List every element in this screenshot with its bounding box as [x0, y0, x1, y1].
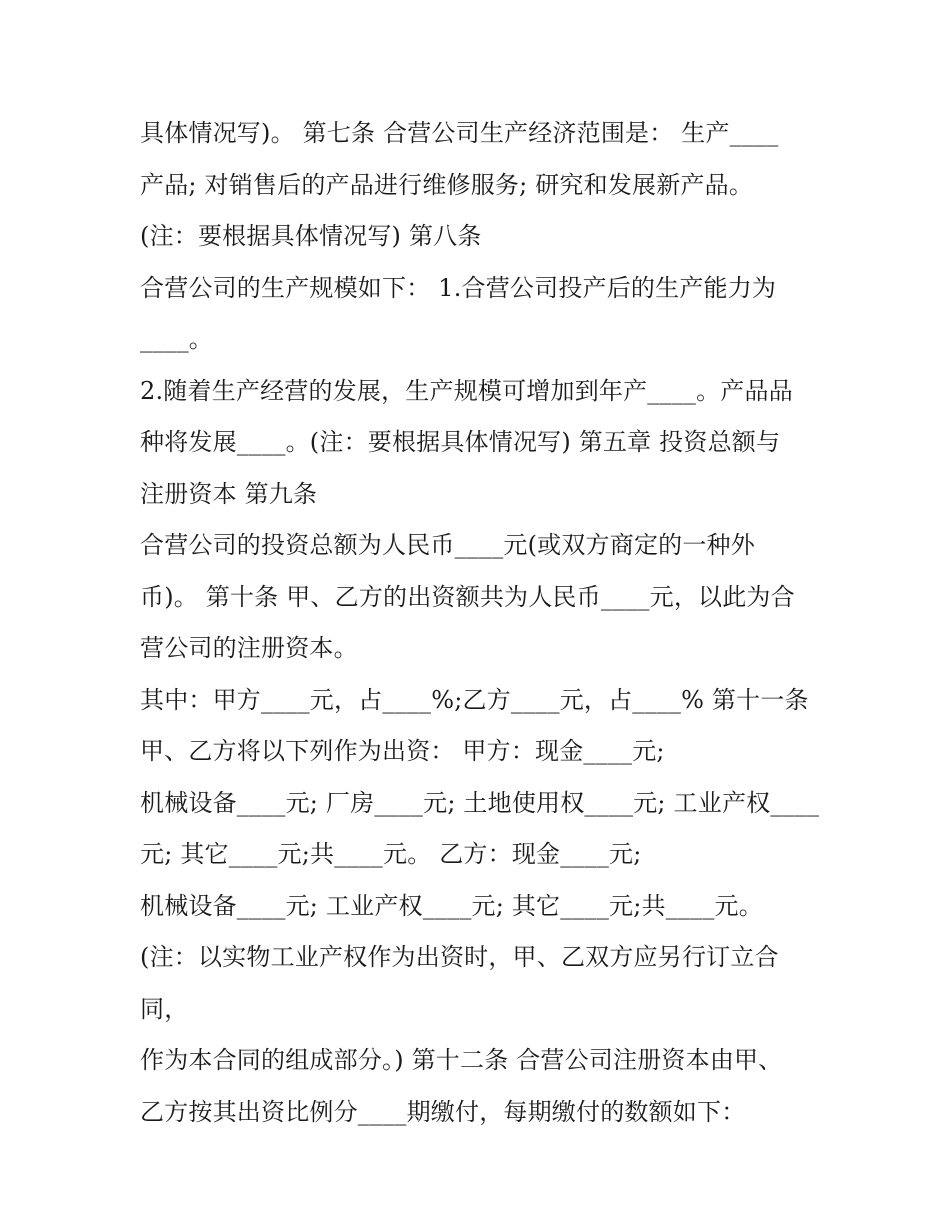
text-line: 合营公司的投资总额为人民币____元(或双方商定的一种外	[140, 531, 755, 559]
text-line: 具体情况写)。 第七条 合营公司生产经济范围是： 生产____	[140, 119, 779, 147]
text-line: 种将发展____。(注：要根据具体情况写) 第五章 投资总额与	[140, 428, 781, 456]
contract-text	[140, 108, 840, 1138]
text-line: 机械设备____元; 工业产权____元; 其它____元;共____元。	[140, 891, 763, 920]
text-line: 甲、乙方将以下列作为出资： 甲方：现金____元;	[140, 737, 665, 765]
text-line: 乙方按其出资比例分____期缴付，每期缴付的数额如下：	[140, 1097, 746, 1126]
text-line: 机械设备____元; 厂房____元; 土地使用权____元; 工业产权____	[140, 788, 820, 817]
text-line: 注册资本 第九条	[140, 479, 318, 508]
text-line: (注：以实物工业产权作为出资时，甲、乙双方应另行订立合	[140, 943, 779, 971]
text-line: ____。	[140, 325, 213, 353]
text-line: 作为本合同的组成部分。) 第十二条 合营公司注册资本由甲、	[140, 1046, 783, 1074]
text-line: (注：要根据具体情况写) 第八条	[140, 222, 482, 250]
text-line: 其中：甲方____元，占____%;乙方____元，占____% 第十一条	[140, 685, 809, 714]
text-line: 合营公司的生产规模如下： 1.合营公司投产后的生产能力为	[140, 273, 777, 302]
text-line: 同，	[140, 994, 189, 1023]
text-line: 元; 其它____元;共____元。 乙方：现金____元;	[140, 840, 642, 868]
text-line: 产品; 对销售后的产品进行维修服务; 研究和发展新产品。	[140, 170, 754, 199]
text-line: 币)。 第十条 甲、乙方的出资额共为人民币____元，以此为合	[140, 582, 795, 611]
text-line: 营公司的注册资本。	[140, 634, 358, 662]
text-line: 2.随着生产经营的发展，生产规模可增加到年产____。产品品	[140, 376, 793, 405]
